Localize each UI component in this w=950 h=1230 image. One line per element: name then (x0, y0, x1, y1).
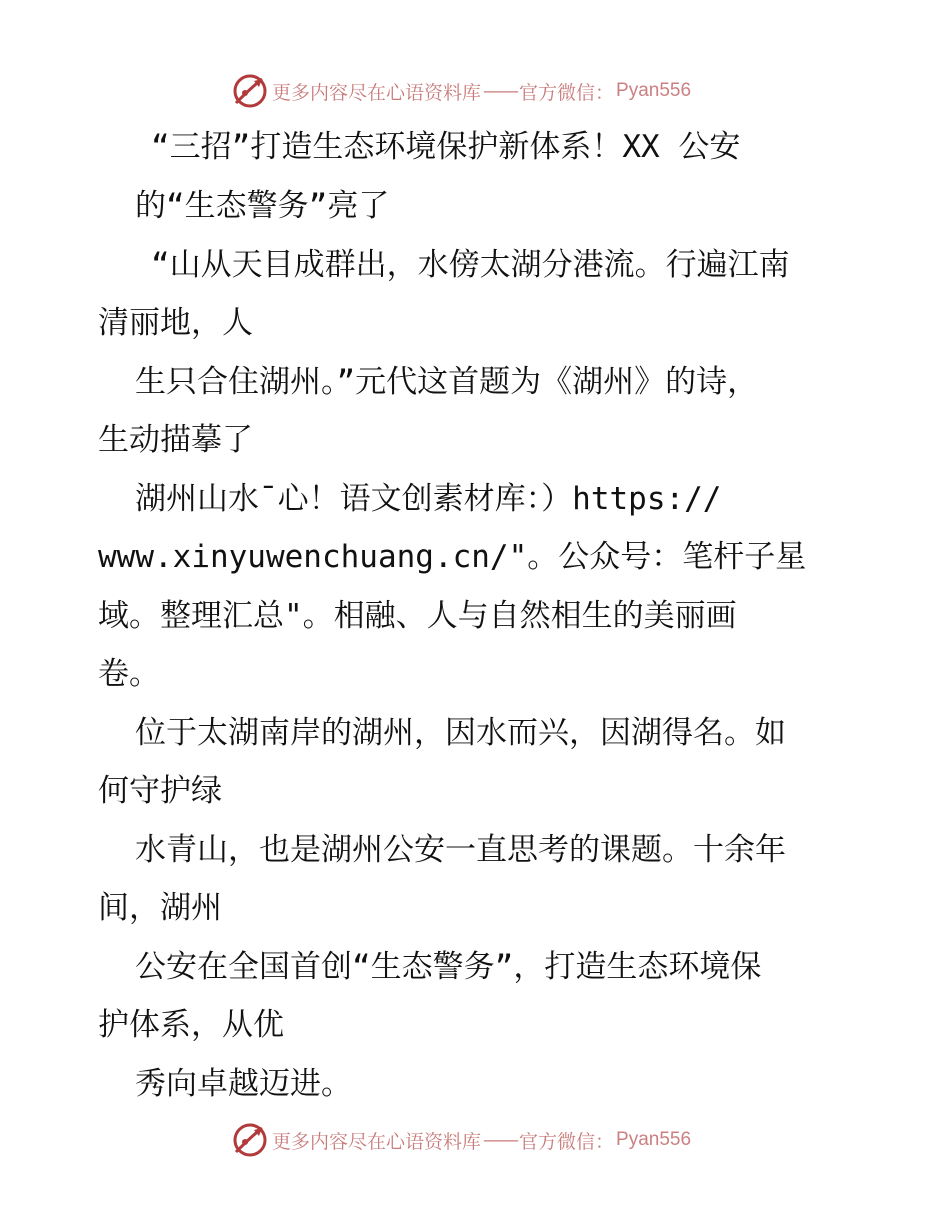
title-line-2: 的“生态警务”亮了 (135, 188, 390, 224)
paragraph-line: 秀向卓越迈进。 (135, 1066, 352, 1102)
paragraph-line: 水青山，也是湖州公安一直思考的课题。十余年 (135, 832, 786, 868)
wechat-id: Pyan556 (616, 1129, 692, 1150)
banner-separator: —— (483, 80, 518, 102)
pen-logo-icon (232, 1122, 268, 1158)
paragraph-line: 卷。 (98, 656, 160, 692)
paragraph-line: 护体系，从优 (98, 1007, 284, 1043)
banner-separator: —— (483, 1129, 518, 1151)
paragraph-line: 何守护绿 (98, 773, 222, 809)
banner-text: 更多内容尽在心语资料库 (272, 1130, 482, 1153)
wechat-label: 官方微信： (519, 1130, 615, 1153)
wechat-label: 官方微信： (519, 81, 615, 104)
title-line-1: “三招”打造生态环境保护新体系！XX 公安 (151, 129, 741, 165)
paragraph-line: 生只合住湖州。”元代这首题为《湖州》的诗， (135, 364, 759, 400)
paragraph-line: “山从天目成群出，水傍太湖分港流。行遍江南 (151, 247, 790, 283)
paragraph-line: 公安在全国首创“生态警务”，打造生态环境保 (135, 949, 762, 985)
paragraph-line: 湖州山水¯心！语文创素材库：）https:// (135, 481, 722, 517)
banner-text: 更多内容尽在心语资料库 (272, 81, 482, 104)
footer-banner (232, 1120, 691, 1160)
paragraph-line: 间，湖州 (98, 890, 222, 926)
wechat-id: Pyan556 (616, 80, 692, 101)
paragraph-line: 生动描摹了 (98, 422, 253, 458)
paragraph-line: 位于太湖南岸的湖州，因水而兴，因湖得名。如 (135, 715, 786, 751)
paragraph-line: www.xinyuwenchuang.cn/"。公众号：笔杆子星 (98, 539, 807, 575)
paragraph-line: 域。整理汇总"。相融、人与自然相生的美丽画 (98, 598, 737, 634)
paragraph-line: 清丽地，人 (98, 305, 253, 341)
